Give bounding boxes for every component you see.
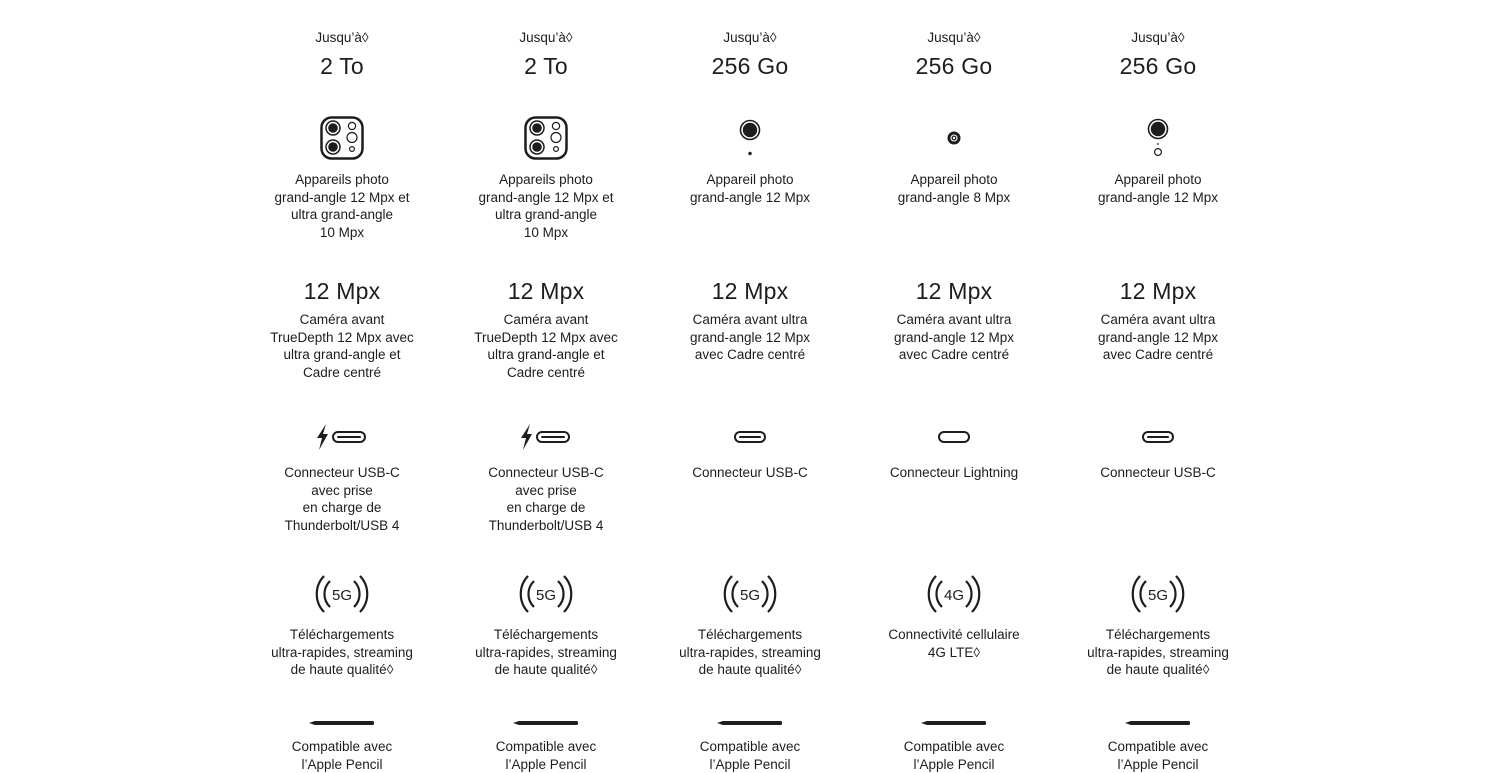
product-column-4 — [854, 0, 1054, 772]
connector-description: Connecteur USB-C avec prise en charge de Thunderbolt/USB 4 — [488, 465, 604, 533]
5g-icon — [242, 574, 442, 614]
front-camera-value: 12 Mpx — [915, 278, 993, 304]
front-camera-description: Caméra avant TrueDepth 12 Mpx avec ultra grand-angle et Cadre centré — [270, 312, 414, 380]
connector-description: Connecteur USB-C — [1100, 465, 1216, 480]
camera-description: Appareil photo grand-angle 12 Mpx — [1097, 172, 1219, 205]
usb-c-icon — [1058, 431, 1258, 443]
storage-prefix: Jusqu’à◊ — [519, 30, 573, 45]
storage-prefix: Jusqu’à◊ — [927, 30, 981, 45]
triple-camera-icon — [446, 116, 646, 160]
camera-description: Appareil photo grand-angle 8 Mpx — [897, 172, 1011, 205]
product-column-2 — [446, 0, 646, 772]
network-label: 5G — [331, 587, 353, 604]
front-camera-description: Caméra avant ultra grand-angle 12 Mpx avec Cadre centré — [893, 312, 1015, 362]
storage-prefix: Jusqu’à◊ — [315, 30, 369, 45]
apple-pencil-icon — [1058, 719, 1258, 727]
apple-pencil-icon — [650, 719, 850, 727]
camera-description: Appareils photo grand-angle 12 Mpx et ultra grand-angle 10 Mpx — [274, 172, 410, 240]
5g-icon — [650, 574, 850, 614]
front-camera-value: 12 Mpx — [711, 278, 789, 304]
camera-description: Appareil photo grand-angle 12 Mpx — [689, 172, 811, 205]
apple-pencil-icon — [446, 719, 646, 727]
storage-prefix: Jusqu’à◊ — [723, 30, 777, 45]
thunderbolt-usb-c-icon — [242, 423, 442, 451]
front-camera-value: 12 Mpx — [507, 278, 585, 304]
network-description: Téléchargements ultra-rapides, streaming de haute qualité◊ — [679, 627, 821, 677]
front-camera-description: Caméra avant ultra grand-angle 12 Mpx avec Cadre centré — [1097, 312, 1219, 362]
storage-value: 256 Go — [711, 53, 789, 79]
pencil-description: Compatible avec l’Apple Pencil — [699, 739, 801, 772]
pencil-description: Compatible avec l’Apple Pencil — [1107, 739, 1209, 772]
network-label: 4G — [943, 587, 965, 604]
front-camera-description: Caméra avant ultra grand-angle 12 Mpx avec Cadre centré — [689, 312, 811, 362]
connector-description: Connecteur USB-C — [692, 465, 808, 480]
front-camera-description: Caméra avant TrueDepth 12 Mpx avec ultra grand-angle et Cadre centré — [474, 312, 618, 380]
product-column-1 — [242, 0, 442, 772]
storage-value: 256 Go — [915, 53, 993, 79]
network-label: 5G — [1147, 587, 1169, 604]
storage-value: 2 To — [320, 53, 364, 79]
network-label: 5G — [535, 587, 557, 604]
network-description: Téléchargements ultra-rapides, streaming de haute qualité◊ — [271, 627, 413, 677]
apple-pencil-icon — [854, 719, 1054, 727]
small-camera-icon — [854, 130, 1054, 146]
network-description: Connectivité cellulaire 4G LTE◊ — [888, 627, 1020, 660]
apple-pencil-icon — [242, 719, 442, 727]
single-camera-flash-icon — [650, 118, 850, 158]
4g-icon — [854, 574, 1054, 614]
connector-description: Connecteur USB-C avec prise en charge de Thunderbolt/USB 4 — [284, 465, 400, 533]
storage-prefix: Jusqu’à◊ — [1131, 30, 1185, 45]
5g-icon — [446, 574, 646, 614]
storage-value: 2 To — [524, 53, 568, 79]
thunderbolt-usb-c-icon — [446, 423, 646, 451]
front-camera-value: 12 Mpx — [1119, 278, 1197, 304]
front-camera-value: 12 Mpx — [303, 278, 381, 304]
single-camera-flash-vertical-icon — [1058, 118, 1258, 158]
storage-value: 256 Go — [1119, 53, 1197, 79]
connector-description: Connecteur Lightning — [889, 465, 1019, 480]
pencil-description: Compatible avec l’Apple Pencil — [903, 739, 1005, 772]
network-description: Téléchargements ultra-rapides, streaming de haute qualité◊ — [475, 627, 617, 677]
product-column-5 — [1058, 0, 1258, 772]
network-label: 5G — [739, 587, 761, 604]
usb-c-icon — [650, 431, 850, 443]
pencil-description: Compatible avec l’Apple Pencil — [291, 739, 393, 772]
network-description: Téléchargements ultra-rapides, streaming de haute qualité◊ — [1087, 627, 1229, 677]
triple-camera-icon — [242, 116, 442, 160]
camera-description: Appareils photo grand-angle 12 Mpx et ultra grand-angle 10 Mpx — [478, 172, 614, 240]
lightning-connector-icon — [854, 431, 1054, 443]
product-column-3 — [650, 0, 850, 772]
5g-icon — [1058, 574, 1258, 614]
pencil-description: Compatible avec l’Apple Pencil — [495, 739, 597, 772]
